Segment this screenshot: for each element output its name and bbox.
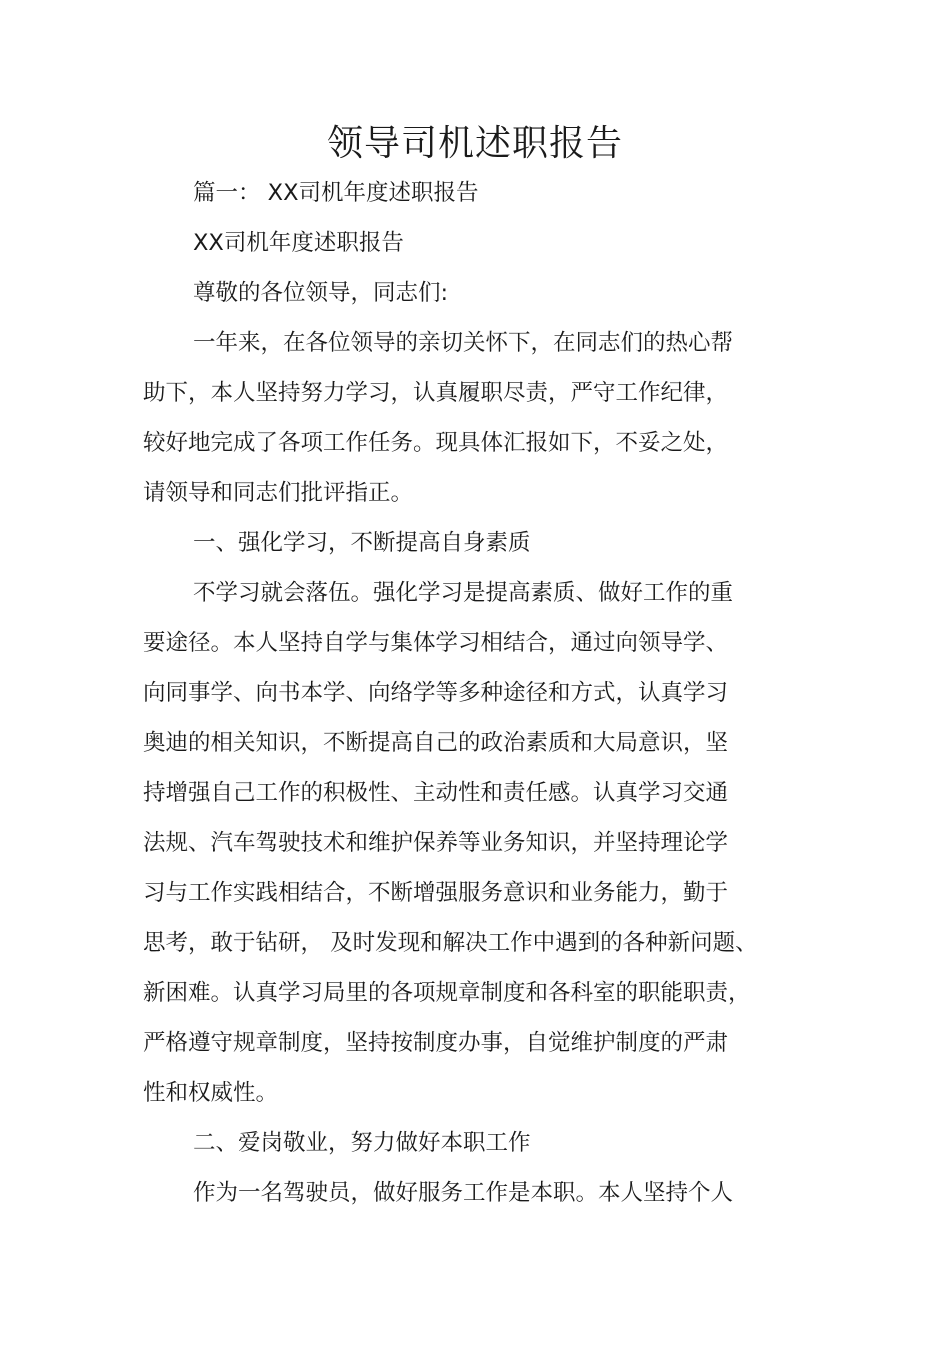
- salutation: 尊敬的各位领导，同志们:: [193, 280, 449, 306]
- section-heading: 一、强化学习，不断提高自身素质: [193, 530, 531, 556]
- paragraph-line: 请领导和同志们批评指正。: [143, 480, 414, 506]
- subtitle-line: 篇一： XX司机年度述职报告: [193, 180, 479, 206]
- paragraph-line: 一年来，在各位领导的亲切关怀下，在同志们的热心帮: [193, 330, 734, 356]
- paragraph-line: 作为一名驾驶员，做好服务工作是本职。本人坚持个人: [193, 1180, 734, 1206]
- section-heading: 二、爱岗敬业，努力做好本职工作: [193, 1130, 531, 1156]
- paragraph-line: 新困难。认真学习局里的各项规章制度和各科室的职能职责，: [143, 980, 751, 1006]
- paragraph-line: 法规、汽车驾驶技术和维护保养等业务知识，并坚持理论学: [143, 830, 729, 856]
- paragraph-line: 要途径。本人坚持自学与集体学习相结合，通过向领导学、: [143, 630, 729, 656]
- document-title: 领导司机述职报告: [326, 123, 623, 164]
- paragraph-line: 思考，敢于钻研， 及时发现和解决工作中遇到的各种新问题、: [143, 930, 758, 956]
- paragraph-line: 助下，本人坚持努力学习，认真履职尽责，严守工作纪律，: [143, 380, 729, 406]
- paragraph-line: 较好地完成了各项工作任务。现具体汇报如下，不妥之处，: [143, 430, 729, 456]
- paragraph-line: 不学习就会落伍。强化学习是提高素质、做好工作的重: [193, 580, 734, 606]
- paragraph-line: 性和权威性。: [143, 1080, 279, 1106]
- paragraph-line: 奥迪的相关知识，不断提高自己的政治素质和大局意识，坚: [143, 730, 729, 756]
- paragraph-line: 持增强自己工作的积极性、主动性和责任感。认真学习交通: [143, 780, 729, 806]
- paragraph-line: 向同事学、向书本学、向络学等多种途径和方式，认真学习: [143, 680, 729, 706]
- paragraph-line: 严格遵守规章制度，坚持按制度办事，自觉维护制度的严肃: [143, 1030, 729, 1056]
- report-heading: XX司机年度述职报告: [193, 230, 404, 256]
- paragraph-line: 习与工作实践相结合，不断增强服务意识和业务能力，勤于: [143, 880, 729, 906]
